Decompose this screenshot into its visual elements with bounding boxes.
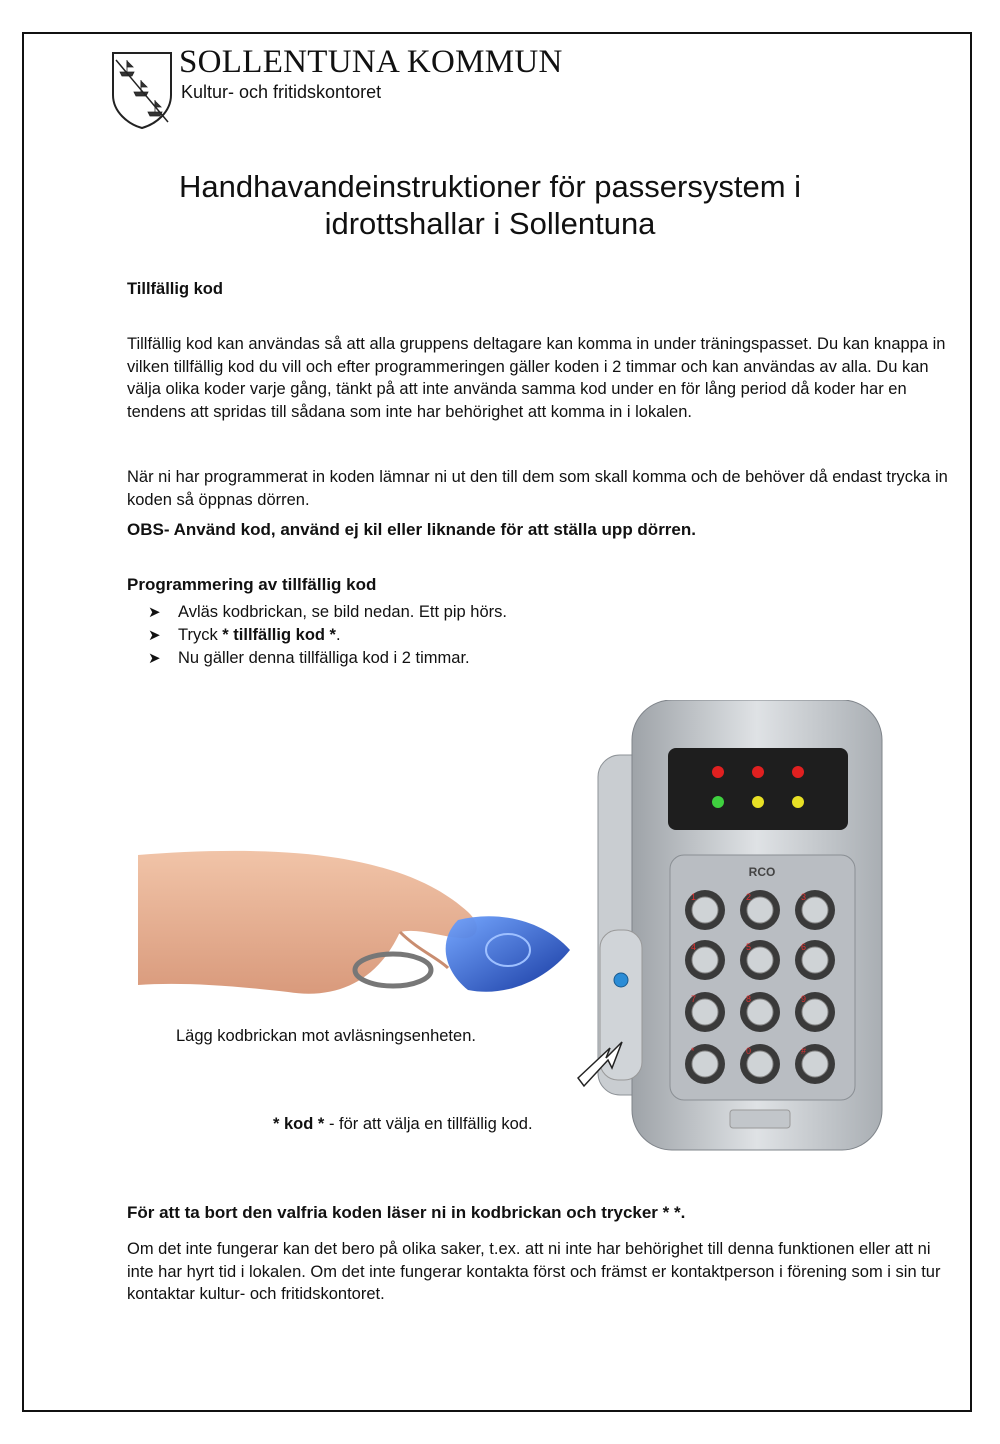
keypad-key-label: 1 <box>691 892 697 902</box>
keypad-key-label: # <box>801 1046 807 1056</box>
hand-holding-key-fob-image <box>138 840 578 1020</box>
paragraph-distribute-code: När ni har programmerat in koden lämnar ni ut den till dem som skall komma och de behöver då endast trycka in koden så öppnas dörren. <box>127 468 948 509</box>
keypad-key-label: 2 <box>746 892 752 902</box>
keypad-key-4 <box>685 940 725 980</box>
keypad-key-label: * <box>691 1046 695 1056</box>
org-name: SOLLENTUNA KOMMUN <box>179 44 563 80</box>
keypad-key-1 <box>685 890 725 930</box>
department-name: Kultur- och fritidskontoret <box>181 82 382 102</box>
section-heading-temporary-code: Tillfällig kod <box>127 280 223 298</box>
municipal-shield-logo <box>110 50 174 130</box>
obs-warning: OBS- Använd kod, använd ej kil eller liknande för att ställa upp dörren. <box>127 520 696 539</box>
keypad-key-star <box>685 1044 725 1084</box>
keypad-key-8 <box>740 992 780 1032</box>
brand-label: RCO <box>748 865 776 879</box>
keypad-key-label: 5 <box>746 942 752 952</box>
keypad-key-label: 7 <box>691 994 697 1004</box>
keypad-key-label: 0 <box>746 1046 752 1056</box>
title-line-2: idrottshallar i Sollentuna <box>324 206 656 241</box>
keypad-key-6 <box>795 940 835 980</box>
list-item: ➤ Tryck * tillfällig kod *. <box>148 624 507 647</box>
paragraph-troubleshooting: Om det inte fungerar kan det bero på olika saker, t.ex. att ni inte har behörighet till denna funktionen eller att ni inte har hyrt tid i lokalen. Om det inte fungerar kontakta först och främst er kontaktperson i förening som i sin tur kontaktar kultur- och fritidskontoret. <box>127 1240 941 1303</box>
keypad-key-9 <box>795 992 835 1032</box>
keypad-key-0 <box>740 1044 780 1084</box>
arrow-bullet-icon: ➤ <box>148 627 161 644</box>
keypad-key-2 <box>740 890 780 930</box>
section-heading-programming: Programmering av tillfällig kod <box>127 575 377 594</box>
keypad-key-label: 8 <box>746 994 752 1004</box>
rco-keypad-reader-image <box>570 700 890 1170</box>
caption-place-key-fob: Lägg kodbrickan mot avläsningsenheten. <box>176 1027 476 1045</box>
keypad-key-label: 9 <box>801 994 807 1004</box>
arrow-bullet-icon: ➤ <box>148 650 161 667</box>
list-item: ➤ Nu gäller denna tillfälliga kod i 2 timmar. <box>148 647 507 670</box>
keypad-key-3 <box>795 890 835 930</box>
keypad-key-7 <box>685 992 725 1032</box>
document-title <box>90 168 890 242</box>
list-item: ➤ Avläs kodbrickan, se bild nedan. Ett pip hörs. <box>148 601 507 624</box>
keypad-key-hash <box>795 1044 835 1084</box>
arrow-bullet-icon: ➤ <box>148 604 161 621</box>
section-heading-remove-code: För att ta bort den valfria koden läser ni in kodbrickan och trycker * *. <box>127 1203 686 1222</box>
keypad-key-label: 3 <box>801 892 807 902</box>
keypad-key-5 <box>740 940 780 980</box>
caption-select-code: * kod * - för att välja en tillfällig kod. <box>273 1115 533 1133</box>
keypad-key-label: 4 <box>691 942 697 952</box>
paragraph-temporary-code-intro: Tillfällig kod kan användas så att alla gruppens deltagare kan komma in under träningspasset. Du kan knappa in vilken tillfällig kod du vill och efter programmeringen gäller koden i 2 timmar och kan användas av alla. Du kan välja olika koder varje gång, tänkt på att inte använda samma kod under en för lång period då koder har en tendens att spridas till sådana som inte har behörighet att komma in i lokalen. <box>127 335 946 421</box>
title-line-1: Handhavandeinstruktioner för passersystem i <box>178 169 802 204</box>
keypad-key-label: 6 <box>801 942 807 952</box>
programming-steps-list <box>148 601 507 670</box>
